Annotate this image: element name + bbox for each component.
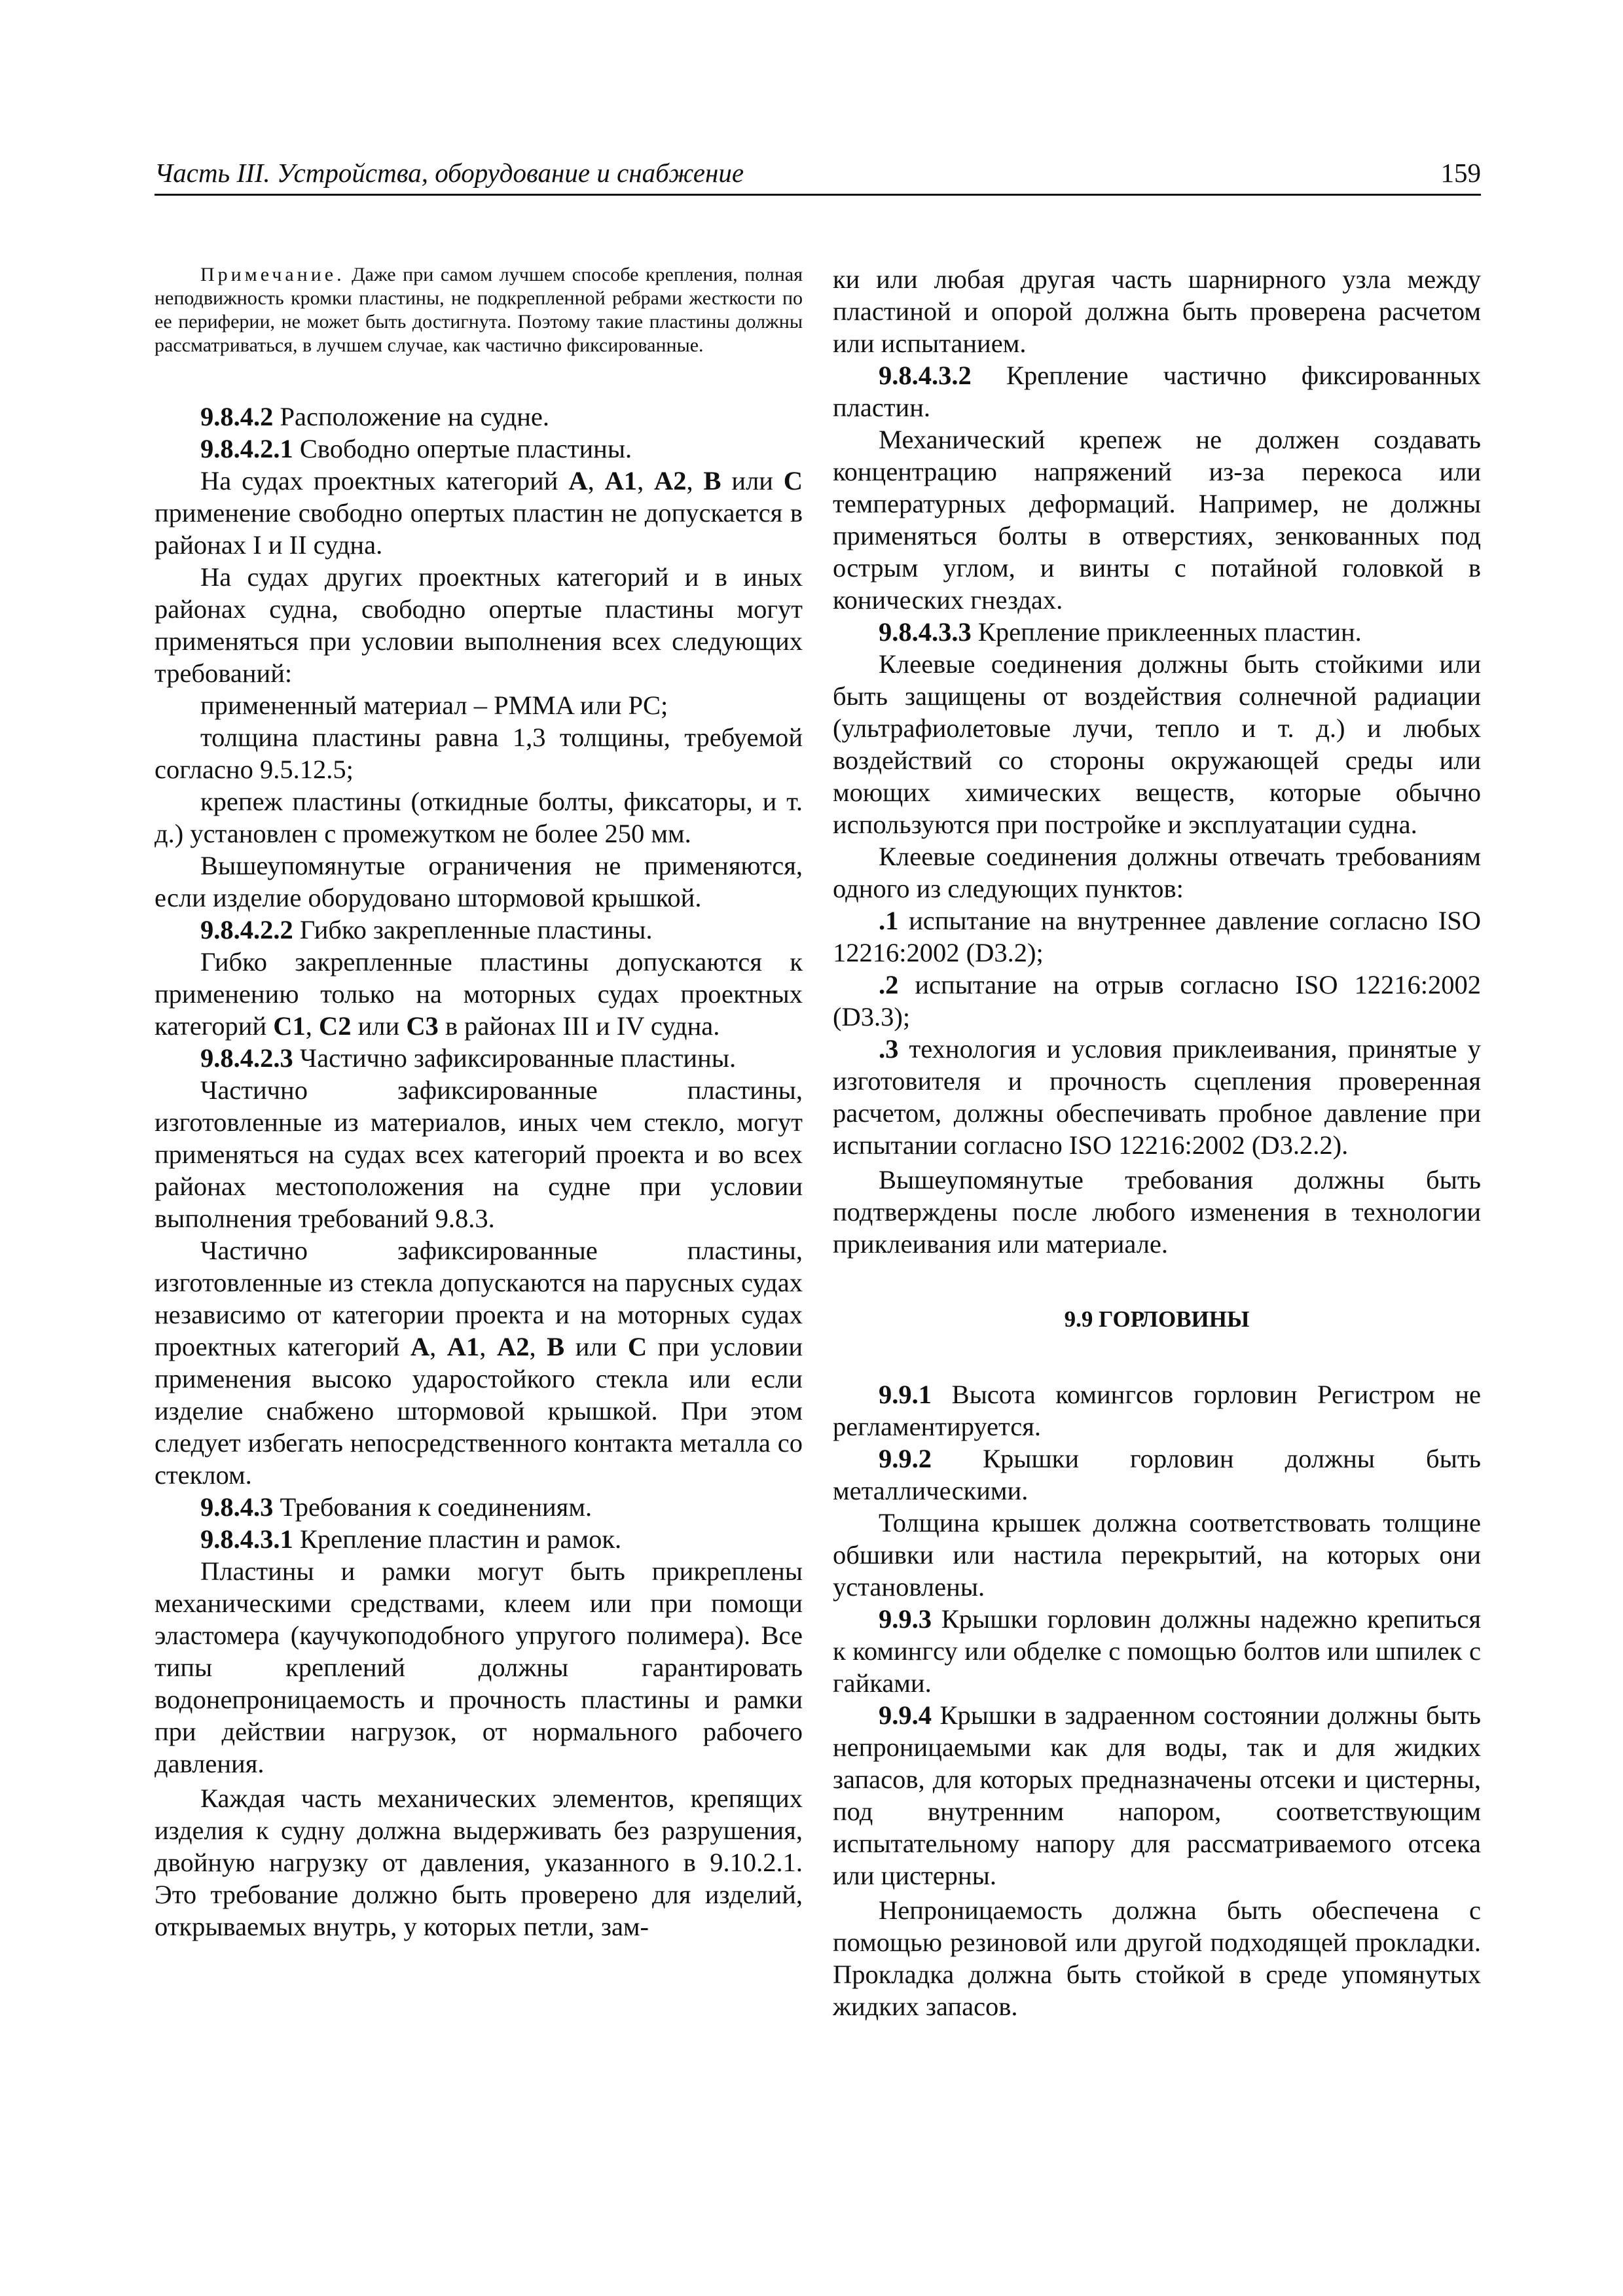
category: A [568,466,588,495]
clause-text: Крепление приклеенных пластин. [971,617,1362,647]
clause-text: Высота комингсов горловин Регистром не регламентируется. [833,1380,1481,1441]
text: , [686,466,704,495]
page-number: 159 [1440,158,1481,188]
text: Гибко закрепленные пластины допускаются к применению только на моторных судах проектных категорий [155,947,803,1041]
paragraph: крепеж пластины (откидные болты, фиксаторы, и т. д.) установлен с промежутком не более 250 мм. [155,787,803,848]
item-number: .2 [879,970,899,999]
text: Частично зафиксированные пластины, изготовленные из стекла допускаются на парусных судах независимо от категории проекта и на моторных судах проектных категорий [155,1236,803,1361]
text: , [587,466,605,495]
paragraph: ки или любая другая часть шарнирного узла между пластиной и опорой должна быть проверена расчетом или испытанием. [833,264,1481,358]
clause-text: Крышки горловин должны надежно крепиться к комингсу или обделке с помощью болтов или шпилек с гайками. [833,1604,1481,1698]
clause-text: Крышки в задраенном состоянии должны быть непроницаемыми как для воды, так и для жидких запасов, для которых предназначены отсеки и цистерны, под внутренним напором, соответствующим испытательному напору для рассматриваемого отсека или цистерны. [833,1700,1481,1890]
text: , [305,1011,319,1041]
category: B [547,1332,565,1361]
text: применение свободно опертых пластин не допускается в районах I и II судна. [155,498,803,560]
section-heading: 9.9 ГОРЛОВИНЫ [1064,1306,1250,1332]
category: C [783,466,803,495]
paragraph [833,616,1481,648]
note [155,263,803,357]
category: A [410,1332,430,1361]
text: при условии применения высоко ударостойкого стекла или если изделие снабжено штормовой крышкой. При этом следует избегать непосредственного контакта металла со стеклом. [155,1332,803,1490]
paragraph [155,1234,803,1491]
paragraph [833,1699,1481,1892]
category: B [703,466,721,495]
category: C3 [406,1011,439,1041]
paragraph: толщина пластины равна 1,3 толщины, требуемой согласно 9.5.12.5; [155,723,803,784]
text: , [429,1332,447,1361]
item-text: технология и условия приклеивания, принятые у изготовителя и прочность сцепления проверенная расчетом, должны обеспечивать пробное давление при испытании согласно ISO 12216:2002 (D3.2.2). [833,1034,1481,1160]
paragraph [155,1042,803,1074]
paragraph: Механический крепеж не должен создавать концентрацию напряжений из-за перекоса или температурных деформаций. Например, не должны применяться болты в отверстиях, зенкованных под острым углом, и винты с потайной головкой в конических гнездах. [833,425,1481,615]
category: C1 [273,1011,306,1041]
paragraph [155,433,803,465]
note-text: Даже при самом лучшем способе крепления, полная неподвижность кромки пластины, не подкрепленной ребрами жесткости по ее периферии, не может быть достигнута. Поэтому такие пластины должны рассматриваться, в лучшем случае, как частично фиксированные. [155,264,803,356]
clause-number: 9.8.4.2.2 [200,915,293,944]
paragraph [833,359,1481,423]
left-column [155,263,803,1943]
paragraph: На судах других проектных категорий и в иных районах судна, свободно опертые пластины могут применяться при условии выполнения всех следующих требований: [155,562,803,688]
paragraph: Вышеупомянутые ограничения не применяются, если изделие оборудовано штормовой крышкой. [155,851,803,912]
clause-text: Требования к соединениям. [273,1492,593,1522]
list-item [833,905,1481,969]
text: в районах III и IV судна. [438,1011,720,1041]
clause-number: 9.9.2 [879,1444,932,1473]
category: C [627,1332,647,1361]
clause-number: 9.8.4.3.2 [879,361,972,390]
paragraph: Толщина крышек должна соответствовать толщине обшивки или настила перекрытий, на которых они установлены. [833,1508,1481,1602]
clause-number: 9.9.3 [879,1604,932,1634]
paragraph: Пластины и рамки могут быть прикреплены механическими средствами, клеем или при помощи эластомера (каучукоподобного упругого полимера). Все типы креплений должны гарантировать водонепроницаемость и прочность пластины и рамки при действии нагрузок, от нормального рабочего давления. [155,1556,803,1778]
paragraph [155,1523,803,1555]
clause-number: 9.8.4.3 [200,1492,274,1522]
category: A2 [496,1332,530,1361]
paragraph [155,914,803,946]
paragraph: Частично зафиксированные пластины, изготовленные из материалов, иных чем стекло, могут применяться на судах всех категорий проекта и во всех районах местоположения на судне при условии выполнения требований 9.8.3. [155,1075,803,1233]
clause-text: Крепление частично фиксированных пластин. [833,361,1481,422]
clause-text: Свободно опертые пластины. [293,434,632,463]
paragraph [833,1443,1481,1507]
clause-number: 9.8.4.2 [200,402,274,431]
text: или [564,1332,628,1361]
list-item [833,1033,1481,1161]
clause-number: 9.8.4.3.3 [879,617,972,647]
clause-number: 9.8.4.3.1 [200,1524,293,1554]
item-number: .3 [879,1034,899,1064]
clause-text: Частично зафиксированные пластины. [293,1043,737,1073]
note-label: Примечание. [200,264,345,285]
item-text: испытание на отрыв согласно ISO 12216:2002 (D3.3); [833,970,1481,1031]
paragraph: Каждая часть механических элементов, крепящих изделия к судну должна выдерживать без разрушения, двойную нагрузку от давления, указанного в 9.10.2.1. Это требование должно быть проверено для изделий, открываемых внутрь, у которых петли, зам- [155,1784,803,1941]
paragraph: примененный материал – PMMA или PC; [200,691,668,720]
right-column [833,263,1481,2022]
category: A2 [654,466,687,495]
clause-number: 9.8.4.2.3 [200,1043,293,1073]
paragraph [155,465,803,561]
running-header-title: Часть III. Устройства, оборудование и снабжение [155,158,744,188]
item-number: .1 [879,906,899,935]
paragraph [155,946,803,1042]
clause-text: Крепление пластин и рамок. [293,1524,622,1554]
text: На судах проектных категорий [200,466,569,495]
text: или [721,466,784,495]
clause-number: 9.9.1 [879,1380,932,1409]
paragraph [833,1603,1481,1699]
text: , [529,1332,547,1361]
paragraph: Клеевые соединения должны отвечать требованиям одного из следующих пунктов: [833,842,1481,903]
clause-number: 9.9.4 [879,1700,932,1730]
paragraph: Вышеупомянутые требования должны быть подтверждены после любого изменения в технологии приклеивания или материале. [833,1165,1481,1259]
paragraph [155,401,803,433]
text: , [637,466,655,495]
item-text: испытание на внутреннее давление согласно ISO 12216:2002 (D3.2); [833,906,1481,967]
category: C2 [319,1011,352,1041]
list-item [833,969,1481,1033]
clause-number: 9.8.4.2.1 [200,434,293,463]
text: или [351,1011,407,1041]
paragraph [833,1378,1481,1443]
clause-text: Гибко закрепленные пластины. [293,915,653,944]
clause-text: Расположение на судне. [273,402,549,431]
running-header [155,151,1481,196]
paragraph: Клеевые соединения должны быть стойкими или быть защищены от воздействия солнечной радиации (ультрафиолетовые лучи, тепло и т. д.) и любых воздействий со стороны окружающей среды или моющих химических веществ, которые обычно используются при постройке и эксплуатации судна. [833,649,1481,839]
category: A1 [447,1332,480,1361]
clause-text: Крышки горловин должны быть металлическими. [833,1444,1481,1505]
category: A1 [604,466,638,495]
text: , [479,1332,497,1361]
paragraph: Непроницаемость должна быть обеспечена с помощью резиновой или другой подходящей прокладки. Прокладка должна быть стойкой в среде упомянутых жидких запасов. [833,1895,1481,2021]
paragraph [155,1491,803,1523]
